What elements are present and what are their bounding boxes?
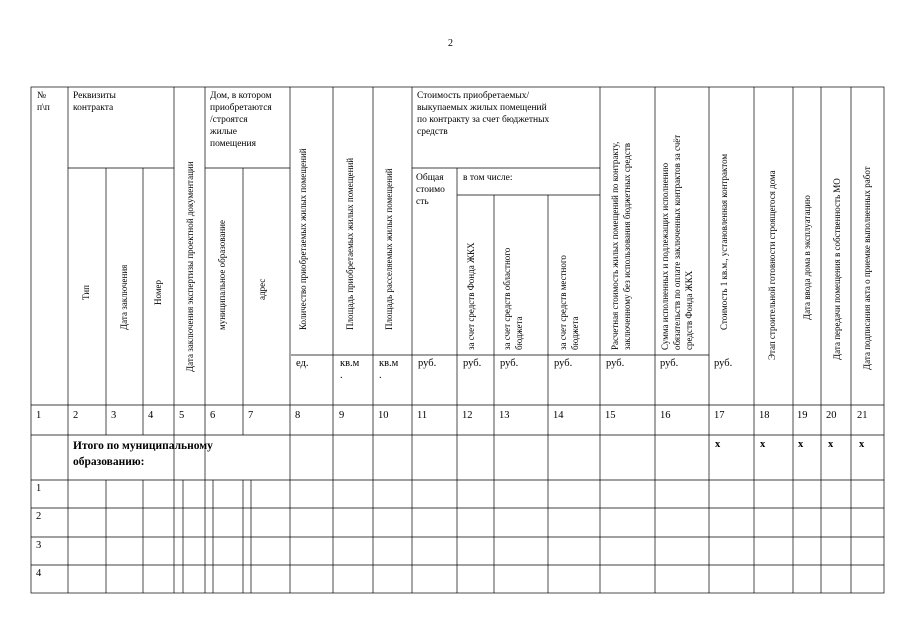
header-area-acquired: Площадь приобретаемых жилых помещений (345, 157, 355, 330)
column-number: 2 (73, 410, 79, 421)
column-number: 13 (499, 410, 510, 421)
row-number: 3 (36, 540, 42, 551)
row-number: 2 (36, 511, 42, 522)
header-transfer: Дата передачи помещения в собственность МО (832, 178, 842, 360)
header-local-1: за счет средств местного (558, 255, 568, 350)
column-number: 10 (378, 410, 389, 421)
header-paid-3: средств Фонда ЖКХ (684, 270, 694, 350)
unit-calc-cost: руб. (606, 358, 625, 369)
unit-fund: руб. (463, 358, 482, 369)
header-contract-number: Номер (153, 279, 163, 305)
column-number: 8 (295, 410, 301, 421)
row-number: 1 (36, 483, 42, 494)
header-contract-date: Дата заключения (119, 264, 129, 330)
header-regional-1: за счет средств областного (502, 247, 512, 350)
column-number: 3 (111, 410, 117, 421)
unit-cost-per-m: руб. (714, 358, 733, 369)
header-expertise: Дата заключения экспертизы проектной документации (185, 161, 195, 372)
unit-regional: руб. (500, 358, 519, 369)
unit-paid: руб. (660, 358, 679, 369)
header-local-2: бюджета (570, 316, 580, 350)
unit-cost-total: руб. (418, 358, 437, 369)
header-paid-2: обязательств по оплате заключенных контрактов за счёт (672, 134, 682, 350)
header-cost: Стоимость приобретаемых/ выкупаемых жилых помещений по контракту за счет бюджетных средств (417, 91, 550, 137)
column-number: 4 (148, 410, 154, 421)
total-mark: x (828, 439, 834, 450)
header-contract-type: Тип (81, 285, 91, 300)
header-house: Дом, в котором приобретаются /строятся жилые помещения (210, 91, 272, 149)
page-number: 2 (448, 38, 453, 49)
row-number: 4 (36, 568, 42, 579)
total-row-label: Итого по муниципальному образованию: (73, 440, 213, 468)
header-calc-cost-1: Расчетная стоимость жилых помещений по контракту, (610, 141, 620, 350)
column-number: 15 (605, 410, 616, 421)
header-commission: Дата ввода дома в эксплуатацию (802, 195, 812, 320)
header-qty: Количество приобретаемых жилых помещений (298, 148, 308, 330)
column-number: 6 (210, 410, 216, 421)
column-number: 17 (714, 410, 725, 421)
column-number: 9 (339, 410, 345, 421)
header-act: Дата подписания акта о приемке выполненных работ (862, 166, 872, 370)
header-fund: за счет средств Фонда ЖКХ (466, 242, 476, 350)
column-number: 21 (857, 410, 868, 421)
unit-qty: ед. (296, 358, 309, 369)
header-cost-total: Общая стоимо сть (416, 173, 445, 207)
header-stage: Этап строительной готовности строящегося дома (767, 170, 777, 360)
column-number: 18 (759, 410, 770, 421)
column-number: 7 (248, 410, 254, 421)
header-area-resettled: Площадь расселяемых жилых помещений (384, 168, 394, 330)
header-calc-cost-2: заключенному без использования бюджетных средств (622, 142, 632, 350)
header-row-number: № п\п (37, 91, 50, 113)
unit-local: руб. (554, 358, 573, 369)
header-including: в том числе: (463, 173, 513, 183)
header-address: адрес (257, 278, 267, 300)
header-municipality: муниципальное образование (217, 220, 227, 330)
total-mark: x (715, 439, 721, 450)
header-regional-2: бюджета (514, 316, 524, 350)
column-number: 1 (36, 410, 42, 421)
column-number: 11 (417, 410, 428, 421)
total-mark: x (798, 439, 804, 450)
column-number: 12 (462, 410, 473, 421)
header-paid-1: Сумма исполненных и подлежащих исполнению (660, 162, 670, 350)
unit-area-resettled: кв.м . (379, 358, 399, 381)
column-number: 5 (179, 410, 185, 421)
unit-area-acquired: кв.м . (340, 358, 360, 381)
column-number: 20 (826, 410, 837, 421)
header-contract: Реквизиты контракта (73, 91, 116, 113)
header-cost-per-m: Стоимость 1 кв.м., установленная контрактом (719, 153, 729, 330)
column-number: 16 (660, 410, 671, 421)
column-number: 14 (553, 410, 564, 421)
column-number: 19 (797, 410, 808, 421)
total-mark: x (760, 439, 766, 450)
total-mark: x (859, 439, 865, 450)
